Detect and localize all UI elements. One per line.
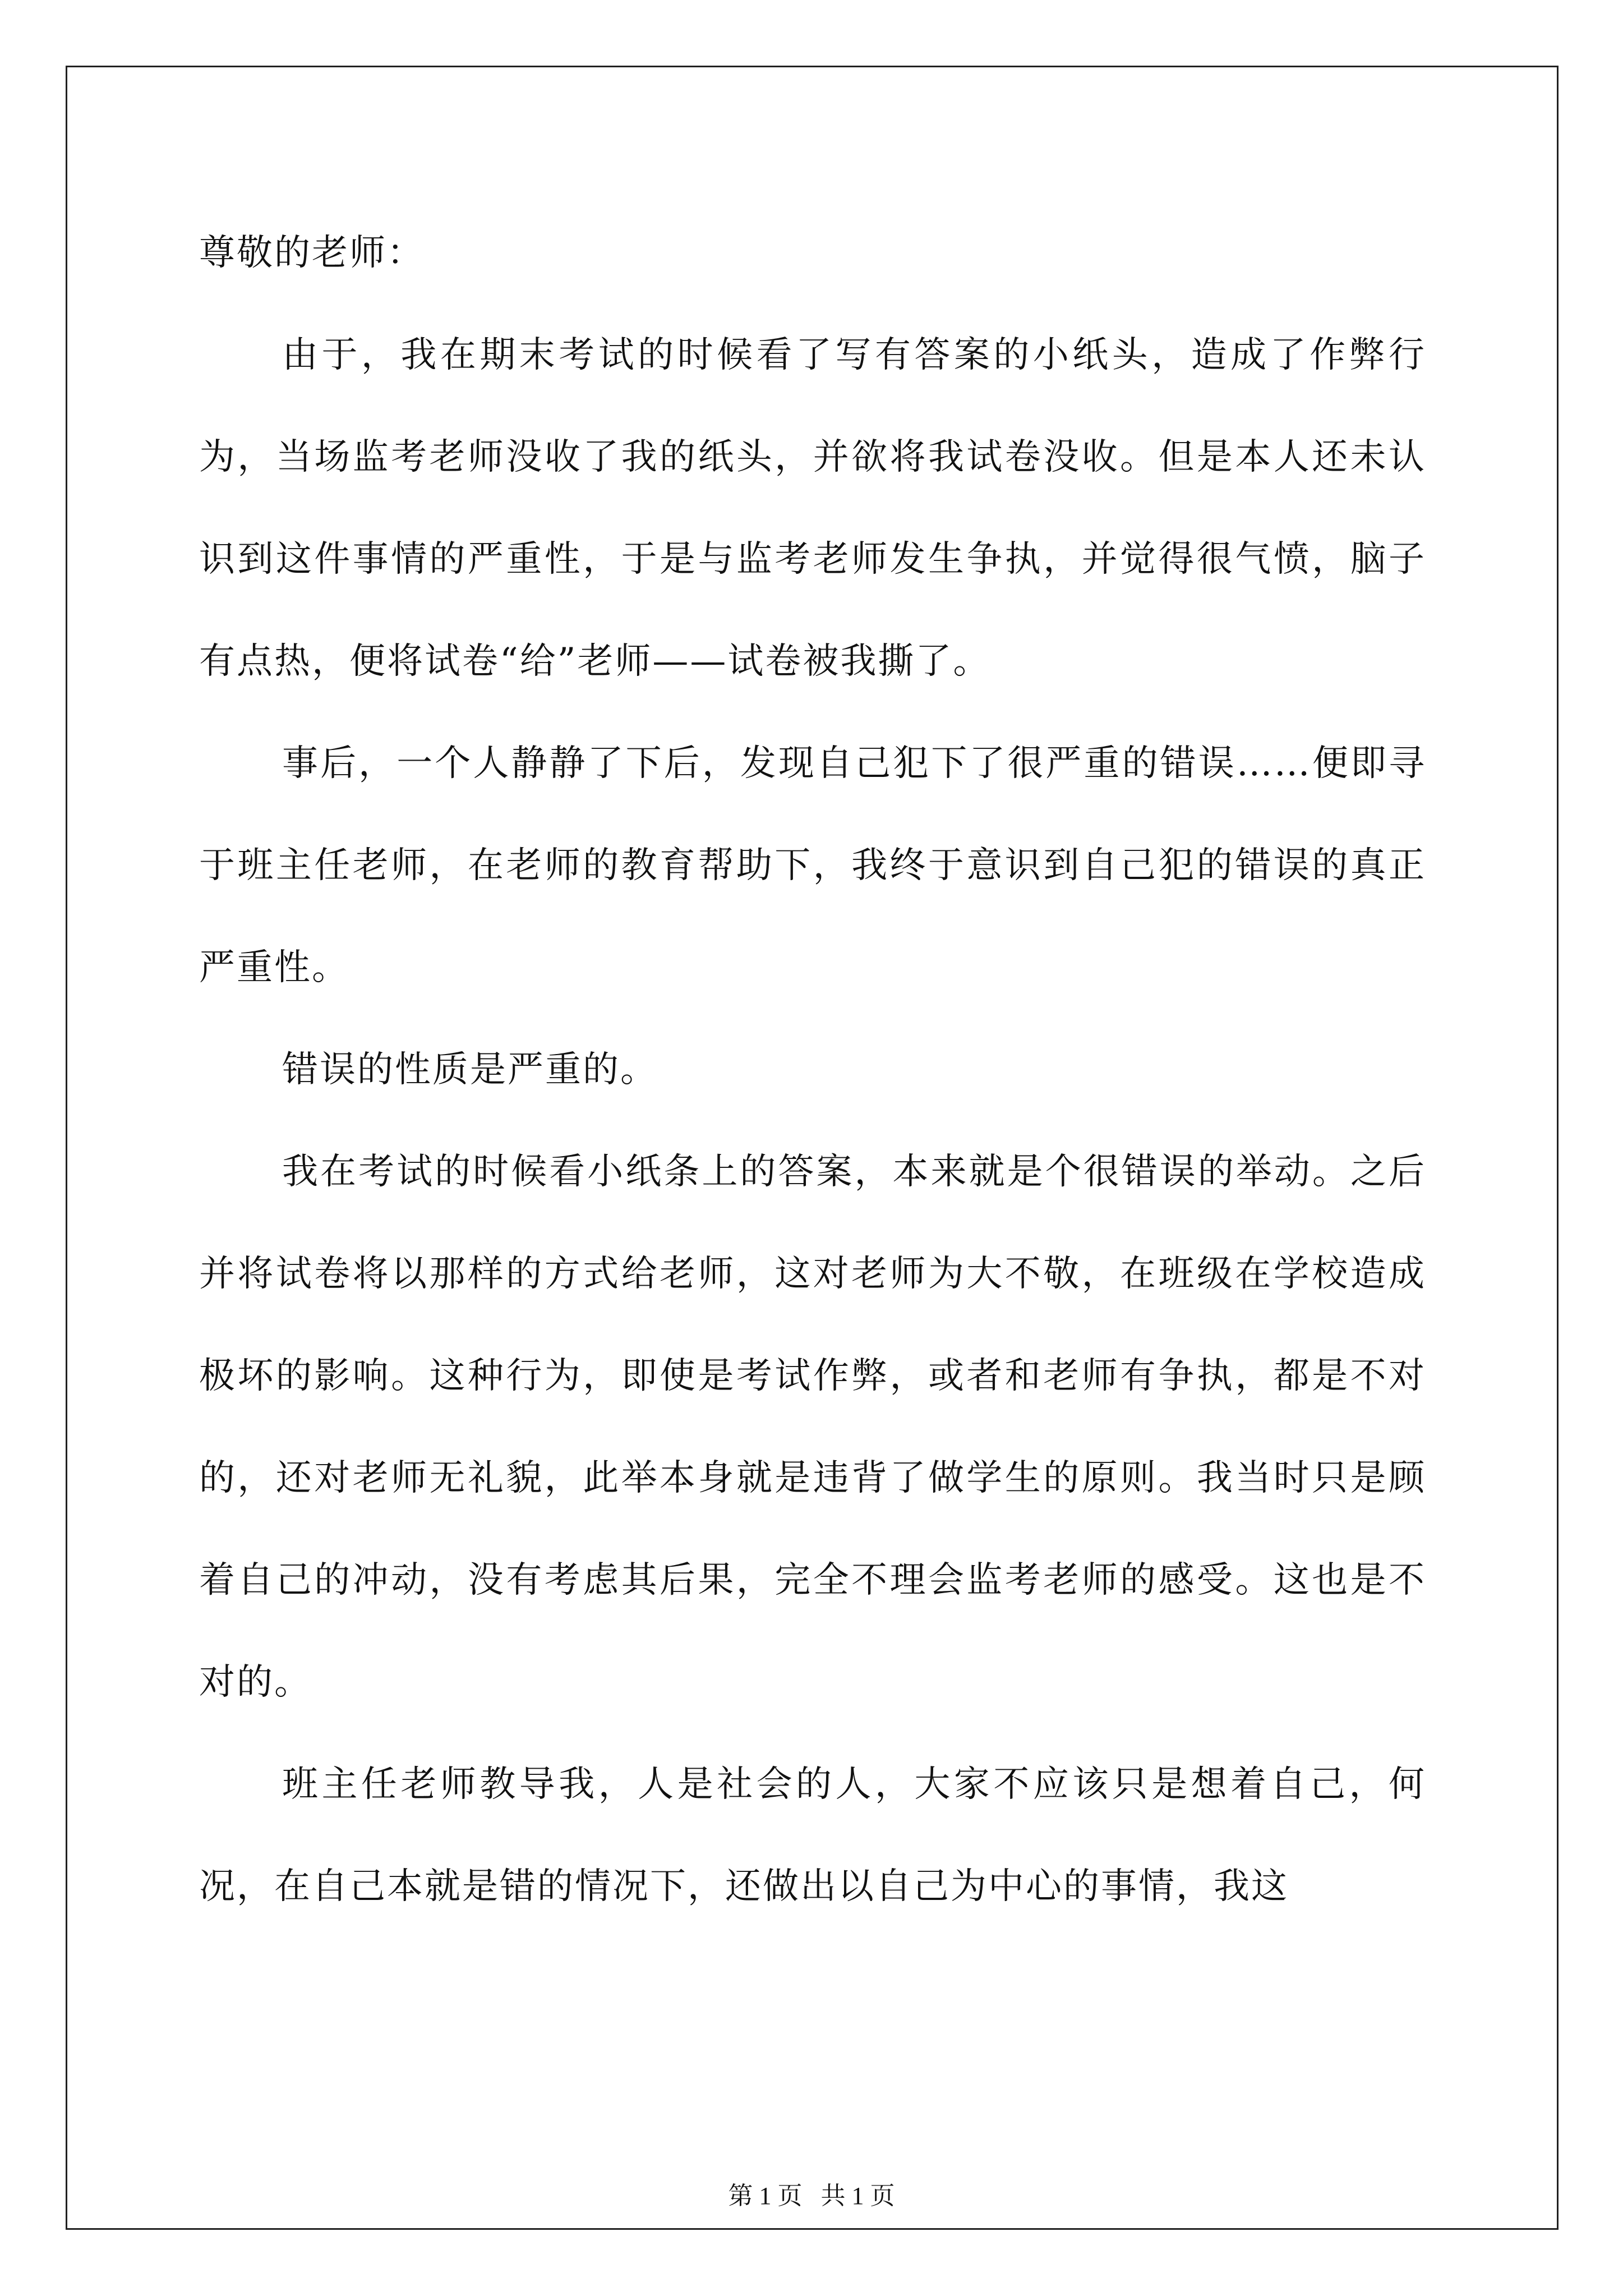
paragraph-3: 错误的性质是严重的。 (282, 1049, 658, 1091)
document-body (199, 202, 1426, 1938)
paragraph-4: 我在考试的时候看小纸条上的答案，本来就是个很错误的举动。之后并将试卷将以那样的方式给老师，这对老师为大不敬，在班级在学校造成极坏的影响。这种行为，即使是考试作弊，或者和老师有争执，都是不对的，还对老师无礼貌，此举本身就是违背了做学生的原则。我当时只是顾着自己的冲动，没有考虑其后果，完全不理会监考老师的感受。这也是不对的。 (199, 1151, 1426, 1703)
paragraph-1: 由于，我在期末考试的时候看了写有答案的小纸头，造成了作弊行为，当场监考老师没收了我的纸头，并欲将我试卷没收。但是本人还未认识到这件事情的严重性，于是与监考老师发生争执，并觉得很气愤，脑子有点热，便将试卷“给”老师——试卷被我撕了。 (199, 334, 1426, 682)
paragraph-2: 事后，一个人静静了下后，发现自己犯下了很严重的错误……便即寻于班主任老师，在老师的教育帮助下，我终于意识到自己犯的错误的真正严重性。 (199, 743, 1426, 988)
paragraph-5: 班主任老师教导我，人是社会的人，大家不应该只是想着自己，何况，在自己本就是错的情况下，还做出以自己为中心的事情，我这 (199, 1764, 1426, 1907)
greeting: 尊敬的老师： (199, 232, 425, 274)
page-footer: 第 1 页 共 1 页 (728, 2182, 895, 2210)
